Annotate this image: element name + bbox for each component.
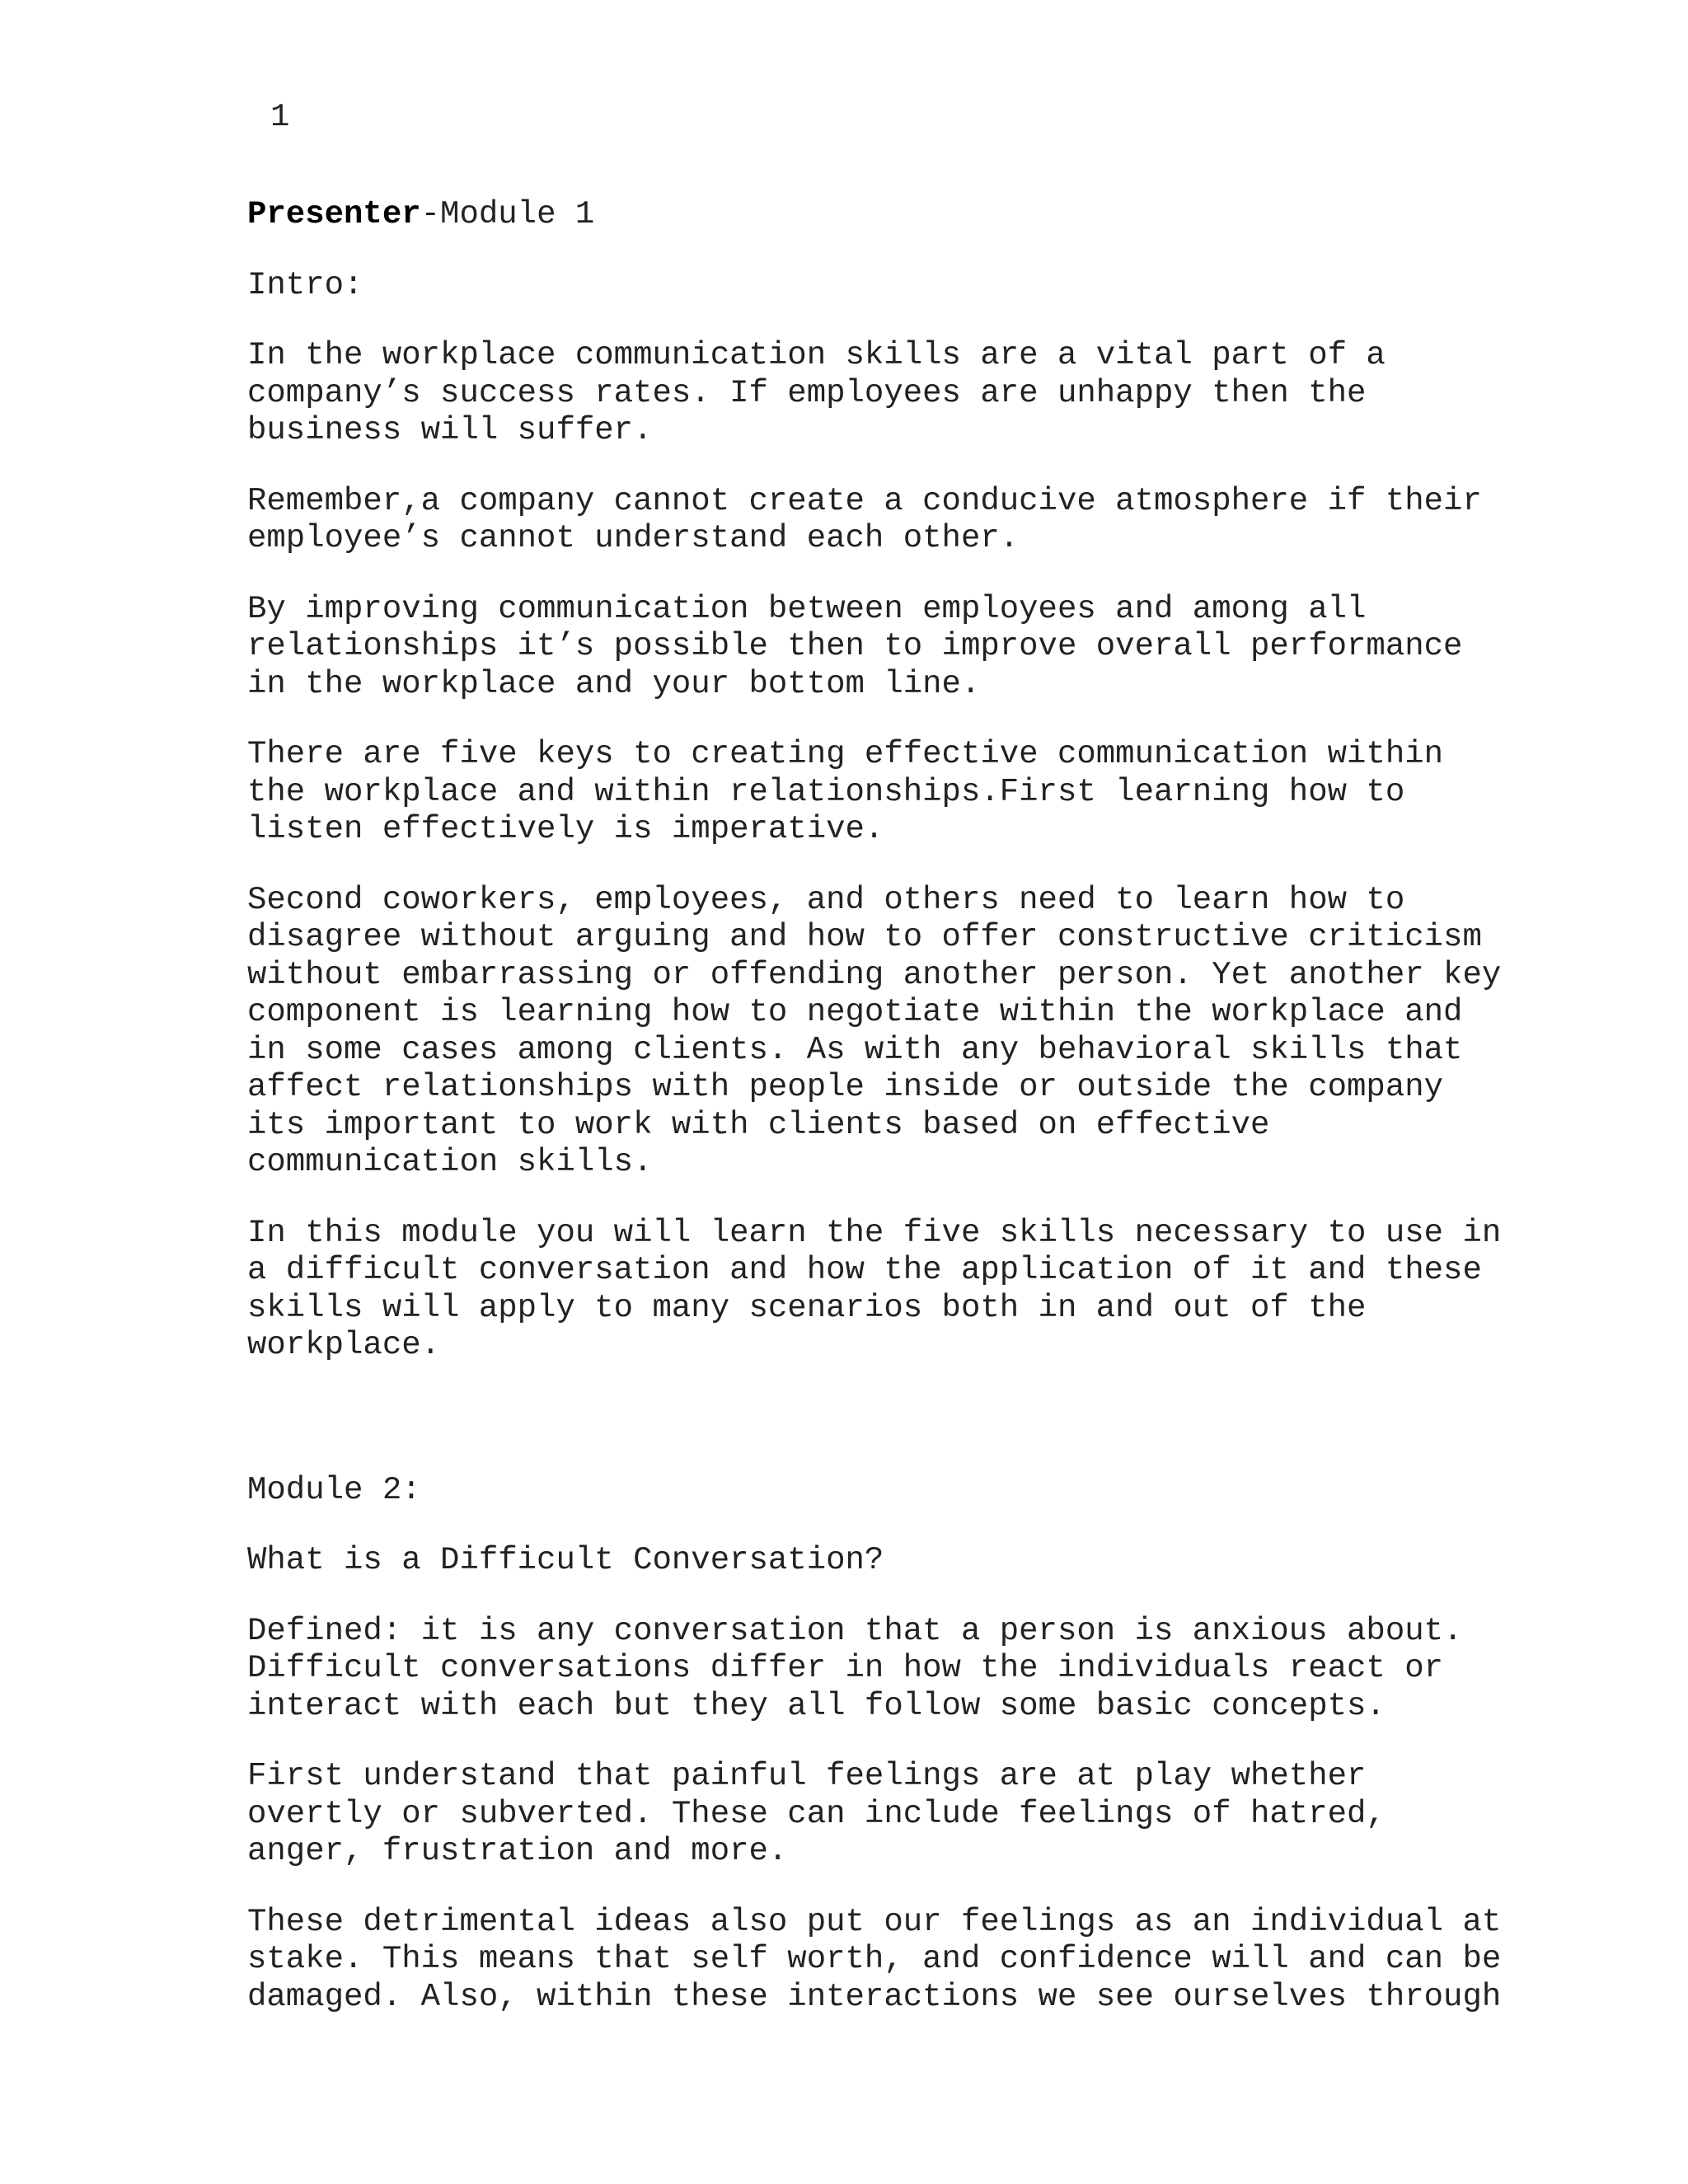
- paragraph: First understand that painful feelings are at play whether overtly or subverted. These can include feelings of hatred, anger, frustration and more.: [247, 1758, 1386, 1869]
- module2-subheading: What is a Difficult Conversation?: [247, 1542, 884, 1578]
- paragraph: There are five keys to creating effective communication within the workplace and within relationships.First learning how to listen effectively is imperative.: [247, 736, 1444, 847]
- paragraph: Remember,a company cannot create a conducive atmosphere if their employee’s cannot understand each other.: [247, 482, 1482, 556]
- document-heading: [247, 196, 1566, 234]
- document-body: [247, 196, 1566, 2016]
- paragraph: In the workplace communication skills are a vital part of a company’s success rates. If employees are unhappy then the business will suffer.: [247, 337, 1386, 448]
- paragraph: These detrimental ideas also put our feelings as an individual at stake. This means that self worth, and confidence will and can be damaged. Also, within these interactions we see ourselves through: [247, 1903, 1502, 2015]
- paragraph: By improving communication between employees and among all relationships it’s possible then to improve overall performance in the workplace and your bottom line.: [247, 590, 1463, 702]
- heading-module: -Module 1: [420, 196, 595, 232]
- heading-presenter: Presenter: [247, 196, 421, 232]
- paragraph: Defined: it is any conversation that a person is anxious about. Difficult conversations differ in how the individuals react or interact with each but they all follow some basic concepts.: [247, 1612, 1463, 1724]
- intro-label: Intro:: [247, 266, 363, 303]
- paragraph: Second coworkers, employees, and others need to learn how to disagree without arguing and how to offer constructive criticism without embarrassing or offending another person. Yet another key component is learning how to negotiate within the workplace and in some cases among clients. As with any behavioral skills that affect relationships with people inside or outside the company its important to work with clients based on effective communication skills.: [247, 881, 1502, 1180]
- paragraph: In this module you will learn the five skills necessary to use in a difficult conversation and how the application of it and these skills will apply to many scenarios both in and out of the workplace.: [247, 1214, 1502, 1363]
- page-number: 1: [270, 99, 290, 135]
- module2-label: Module 2:: [247, 1471, 421, 1508]
